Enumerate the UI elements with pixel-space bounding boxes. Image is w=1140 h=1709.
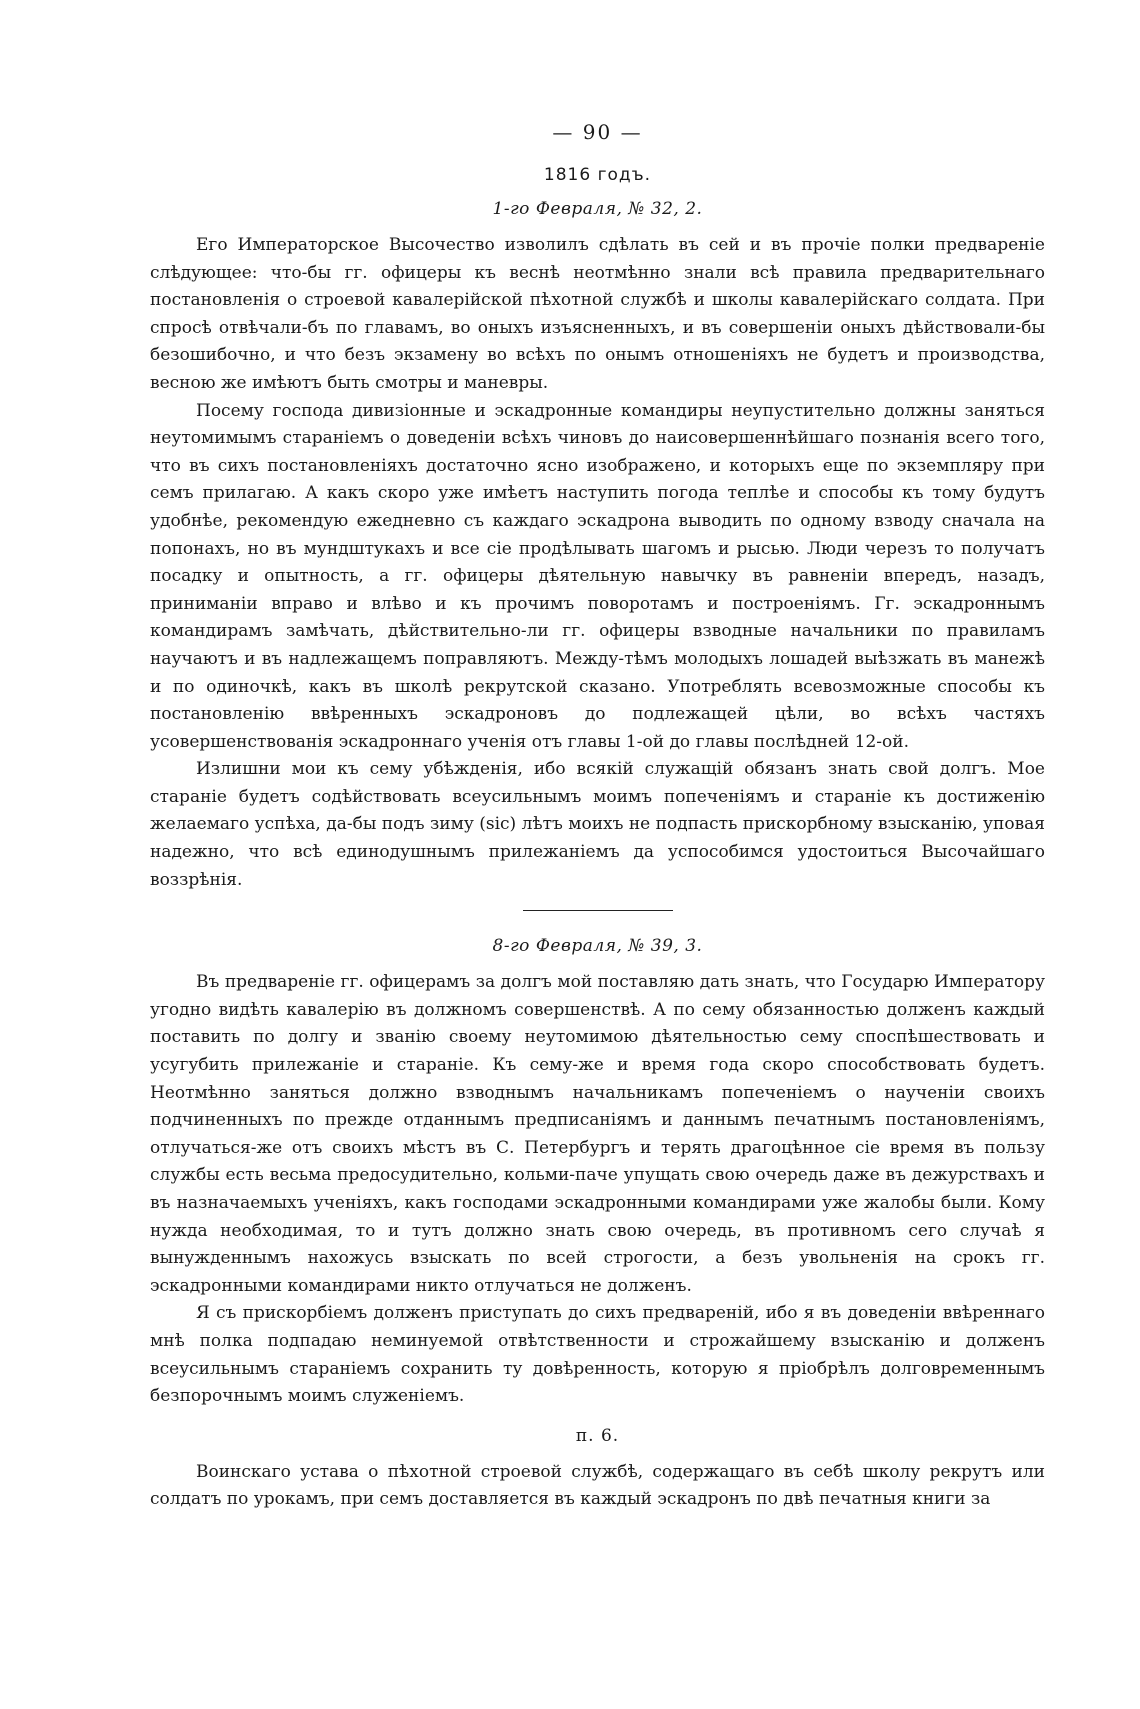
year-heading: 1816 годъ. bbox=[543, 165, 652, 185]
paragraph: Посему господа дивизіонные и эскадронные командиры неупустительно должны заняться неутомимымъ стараніемъ о доведеніи всѣхъ чиновъ до наисовершеннѣйшаго познанія всего того, что въ сихъ постановленіяхъ достаточно ясно изображено, и которыхъ еще по экземпляру при семъ прилагаю. А какъ скоро уже имѣетъ наступить погода теплѣе и способы къ тому будутъ удобнѣе, рекомендую ежедневно съ каждаго эскадрона выводить по одному взводу сначала на попонахъ, но въ мундштукахъ и все сіе продѣлывать шагомъ и рысью. Люди черезъ то получатъ посадку и опытность, а гг. офицеры дѣятельную навычку въ равненіи впередъ, назадъ, приниманіи вправо и влѣво и къ прочимъ поворотамъ и построеніямъ. Гг. эскадроннымъ командирамъ замѣчать, дѣйствительно-ли гг. офицеры взводные начальники по правиламъ научаютъ и въ надлежащемъ поправляютъ. Между-тѣмъ молодыхъ лошадей выѣзжать въ манежѣ и по одиночкѣ, какъ въ школѣ рекрутской сказано. Употреблять всевозможные способы къ постановленію ввѣренныхъ эскадроновъ до подлежащей цѣли, во всѣхъ частяхъ усовершенствованія эскадроннаго ученія отъ главы 1-ой до главы послѣдней 12-ой. bbox=[150, 400, 1045, 752]
paragraph: Я съ прискорбіемъ долженъ приступать до сихъ предвареній, ибо я въ доведеніи ввѣреннаго мнѣ полка подпадаю неминуемой отвѣтственности и строжайшему взысканію и долженъ всеусильнымъ стараніемъ сохранить ту довѣренность, которую я пріобрѣлъ долговременнымъ безпорочнымъ моимъ служеніемъ. bbox=[150, 1303, 1045, 1407]
paragraph: Излишни мои къ сему убѣжденія, ибо всякій служащій обязанъ знать свой долгъ. Мое стараніе будетъ содѣйствовать всеусильнымъ моимъ попеченіямъ и стараніе къ достиженію желаемаго успѣха, да-бы подъ зиму (sic) лѣтъ моихъ не подпасть прискорбному взысканію, уповая надежно, что всѣ единодушнымъ прилежаніемъ да успособимся удостоиться Высочайшаго воззрѣнія. bbox=[150, 759, 1045, 890]
paragraph: Воинскаго устава о пѣхотной строевой службѣ, содержащаго въ себѣ школу рекрутъ или солдатъ по урокамъ, при семъ доставляется въ каждый эскадронъ по двѣ печатныя книги за bbox=[150, 1461, 1045, 1510]
entry-heading: 8-го Февраля, № 39, 3. bbox=[492, 936, 703, 957]
entry-heading: 1-го Февраля, № 32, 2. bbox=[492, 199, 703, 219]
page-number: — 90 — bbox=[552, 120, 643, 144]
paragraph: Въ предвареніе гг. офицерамъ за долгъ мой поставляю дать знать, что Государю Императору угодно видѣть кавалерію въ должномъ совершенствѣ. А по сему обязанностью долженъ каждый поставить по долгу и званію своему неутомимою дѣятельностью сему споспѣшествовать и усугубить прилежаніе и стараніе. Къ сему-же и время года скоро способствовать будетъ. Неотмѣнно заняться должно взводнымъ начальникамъ попеченіемъ о наученіи своихъ подчиненныхъ по прежде отданнымъ предписаніямъ и даннымъ печатнымъ постановленіямъ, отлучаться-же отъ своихъ мѣстъ въ С. Петербургъ и терять драгоцѣнное сіе время въ пользу службы есть весьма предосудительно, кольми-паче упущать свою очередь даже въ дежурствахъ и въ назначаемыхъ ученіяхъ, какъ господами эскадронными командирами уже жалобы были. Кому нужда необходимая, то и тутъ должно знать свою очередь, въ противномъ сего случаѣ я вынужденнымъ нахожусь взыскать по всей строгости, а безъ увольненія на срокъ гг. эскадронными командирами никто отлучаться не долженъ. bbox=[150, 972, 1045, 1296]
point-label: п. 6. bbox=[575, 1425, 620, 1446]
paragraph: Его Императорское Высочество изволилъ сдѣлать въ сей и въ прочіе полки предвареніе слѣдующее: что-бы гг. офицеры къ веснѣ неотмѣнно знали всѣ правила предварительнаго постановленія о строевой кавалерійской пѣхотной службѣ и школы кавалерійскаго солдата. При спросѣ отвѣчали-бъ по главамъ, во оныхъ изъясненныхъ, и въ совершеніи оныхъ дѣйствовали-бы безошибочно, и что безъ экзамену во всѣхъ по онымъ отношеніяхъ не будетъ и производства, весною же имѣютъ быть смотры и маневры. bbox=[150, 235, 1045, 393]
section-divider bbox=[523, 910, 673, 911]
document-page bbox=[150, 118, 1045, 1688]
order-section-feb-1 bbox=[150, 196, 1045, 894]
order-section-feb-8 bbox=[150, 933, 1045, 1514]
